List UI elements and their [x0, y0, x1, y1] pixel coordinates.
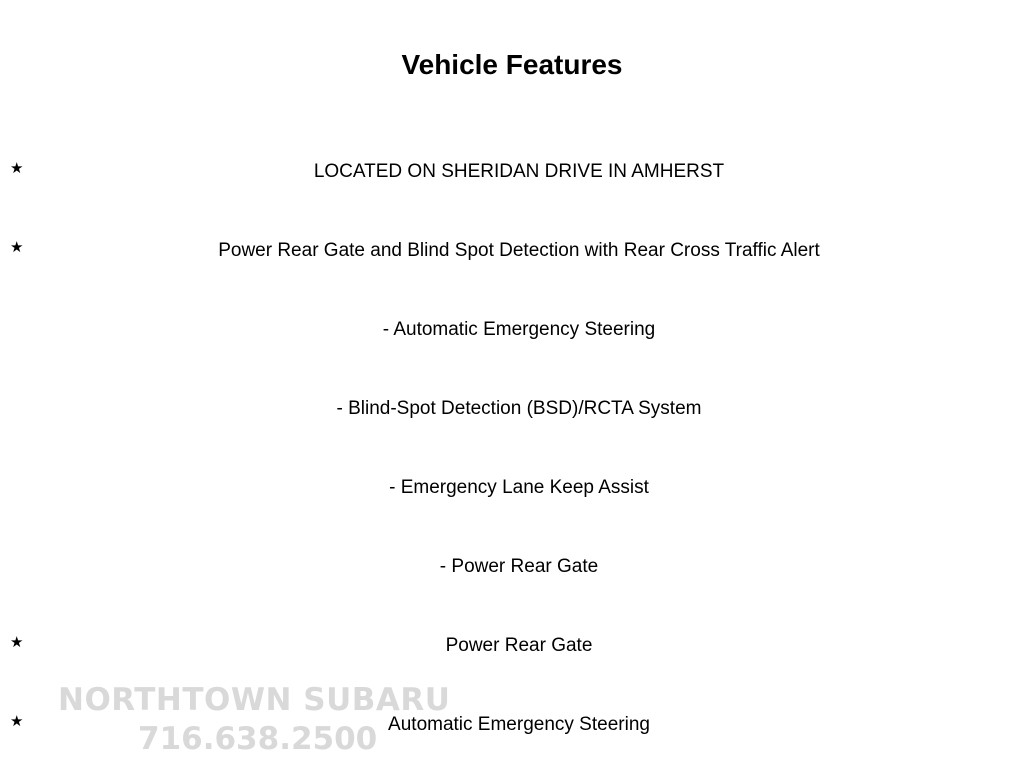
feature-text: Power Rear Gate — [445, 635, 593, 656]
watermark-name: NORTHTOWN SUBARU — [58, 682, 451, 718]
feature-text: LOCATED ON SHERIDAN DRIVE IN AMHERST — [313, 161, 725, 182]
watermark-phone: 716.638.2500 — [138, 721, 378, 757]
list-item — [0, 468, 1024, 547]
list-item — [0, 389, 1024, 468]
list-item — [0, 626, 1024, 705]
feature-text: Automatic Emergency Steering — [388, 714, 650, 735]
list-item — [0, 310, 1024, 389]
feature-text: - Automatic Emergency Steering — [382, 319, 656, 340]
feature-text: - Emergency Lane Keep Assist — [389, 477, 649, 498]
list-item — [0, 231, 1024, 310]
star-icon: ★ — [10, 239, 24, 256]
list-item — [0, 547, 1024, 626]
star-icon: ★ — [10, 160, 24, 177]
list-item — [0, 152, 1024, 231]
feature-list — [0, 152, 1024, 784]
star-icon: ★ — [10, 634, 24, 651]
feature-text: - Power Rear Gate — [439, 556, 599, 577]
feature-text: Power Rear Gate and Blind Spot Detection with Rear Cross Traffic Alert — [218, 240, 820, 261]
star-icon: ★ — [10, 713, 24, 730]
feature-text: - Blind-Spot Detection (BSD)/RCTA System — [336, 398, 702, 419]
page-title: Vehicle Features — [401, 49, 623, 80]
list-item — [0, 705, 1024, 784]
